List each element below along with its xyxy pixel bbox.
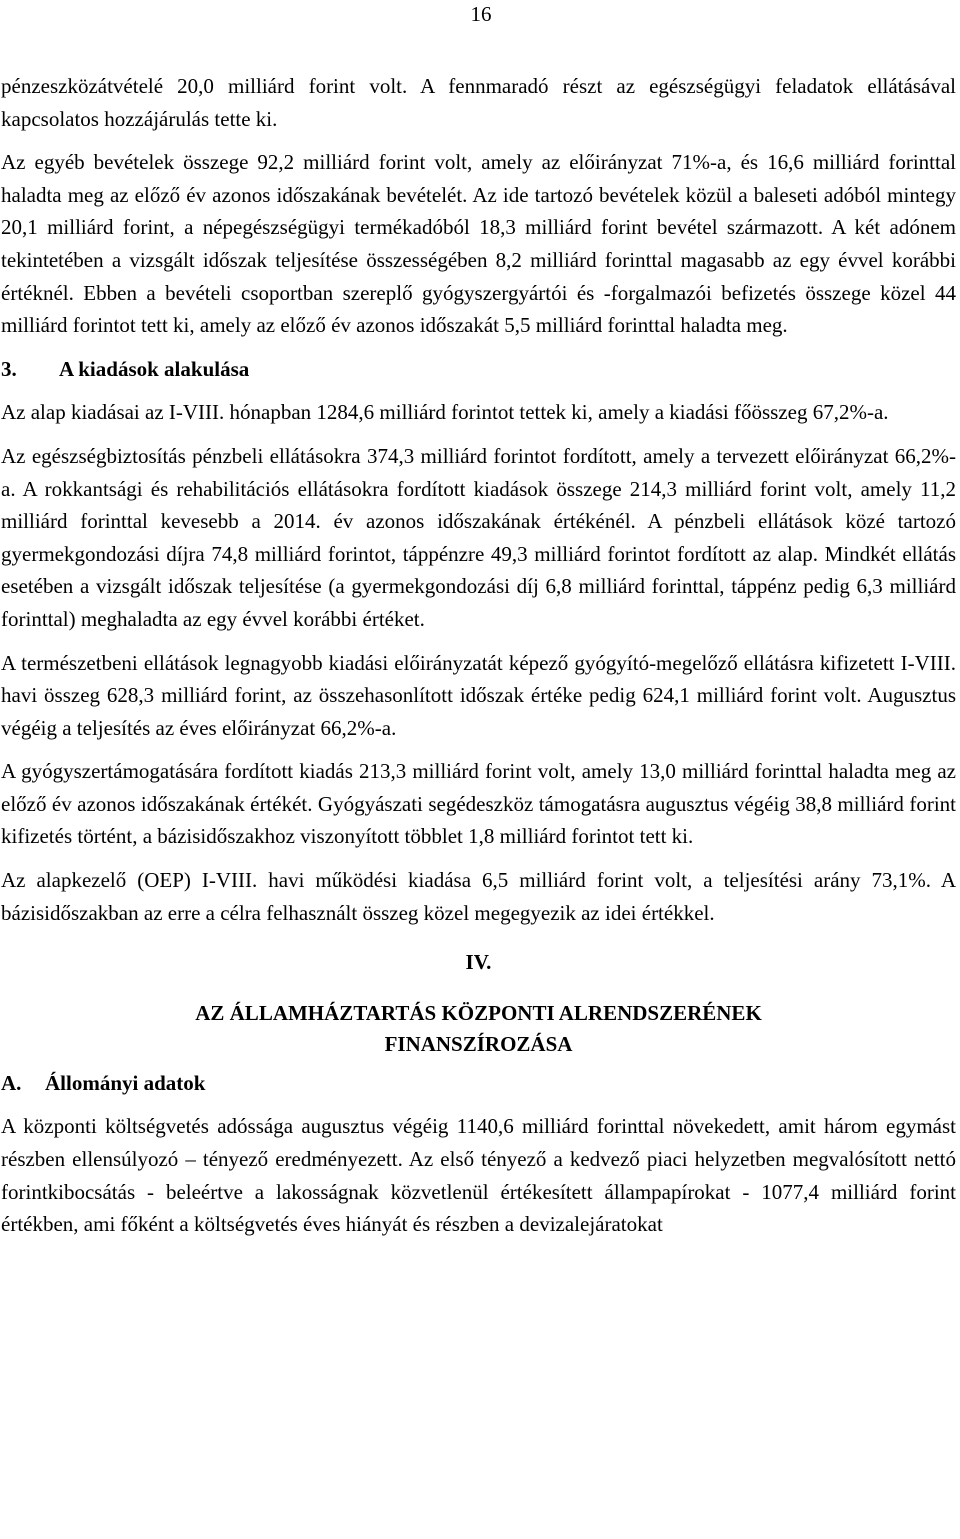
paragraph: A központi költségvetés adóssága augusztus végéig 1140,6 milliárd forinttal növekedett, amit három egymást részben ellensúlyozó – tényező eredményezett. Az első tényező a kedvező piaci helyzetben megvalósított nettó forintkibocsátás - beleértve a lakosságnak közvetlenül értékesített állampapírokat - 1077,4 milliárd forint értékben, ami főként a költségvetés éves hiányát és részben a devizalejáratokat xyxy=(1,1114,956,1237)
page-number: 16 xyxy=(470,2,492,26)
paragraph: Az egyéb bevételek összege 92,2 milliárd forint volt, amely az előirányzat 71%-a, és 16,6 milliárd forinttal haladta meg az előző év azonos időszakának bevételét. Az ide tartozó bevételek közül a baleseti adóból mintegy 20,1 milliárd forint, a népegészségügyi termékadóból 18,3 milliárd forint bevétel származott. A két adónem tekintetében a vizsgált időszak teljesítése összességében 8,2 milliárd forinttal magasabb az egy évvel korábbi értéknél. Ebben a bevételi csoportban szereplő gyógyszergyártói és -forgalmazói befizetés összege közel 44 milliárd forintot tett ki, amely az előző év azonos időszakát 5,5 milliárd forinttal haladta meg. xyxy=(1,150,956,338)
section-number: 3. xyxy=(1,356,17,381)
paragraph: A gyógyszertámogatására fordított kiadás 213,3 milliárd forint volt, amely 13,0 milliárd forinttal haladta meg az előző év azonos időszakának értékét. Gyógyászati segédeszköz támogatásra augusztus végéig 38,8 milliárd forint kifizetés történt, a bázisidőszakhoz viszonyított többlet 1,8 milliárd forintot tett ki. xyxy=(1,759,956,849)
paragraph: Az alap kiadásai az I-VIII. hónapban 1284,6 milliárd forintot tettek ki, amely a kiadási főösszeg 67,2%-a. xyxy=(1,400,889,425)
chapter-title xyxy=(1,998,956,1060)
subsection-letter: A. xyxy=(1,1070,22,1095)
paragraph: A természetbeni ellátások legnagyobb kiadási előirányzatát képező gyógyító-megelőző ellátásra kifizetett I-VIII. havi összeg 628,3 milliárd forint, az összehasonlított időszak értéke pedig 624,1 milliárd forint volt. Augusztus végéig a teljesítés az éves előirányzat 66,2%-a. xyxy=(1,650,956,740)
section-title: A kiadások alakulása xyxy=(59,356,250,381)
chapter-title-line-2: FINANSZÍROZÁSA xyxy=(384,1031,573,1056)
paragraph: Az egészségbiztosítás pénzbeli ellátásokra 374,3 milliárd forintot fordított, amely a tervezett előirányzat 66,2%-a. A rokkantsági és rehabilitációs ellátásokra fordított kiadások összege 214,3 milliárd forint volt, amely 11,2 milliárd forinttal kevesebb a 2014. év azonos időszakának értékénél. A pénzbeli ellátások közé tartozó gyermekgondozási díjra 74,8 milliárd forintot, táppénzre 49,3 milliárd forintot fordított az alap. Mindkét ellátás esetében a vizsgált időszak teljesítése (a gyermekgondozási díj 6,8 milliárd forinttal, táppénz pedig 6,3 milliárd forinttal) meghaladta az egy évvel korábbi értéket. xyxy=(1,443,956,631)
subsection-title: Állományi adatok xyxy=(45,1070,206,1095)
subsection-heading-a xyxy=(1,1067,956,1100)
paragraph: pénzeszközátvételé 20,0 milliárd forint volt. A fennmaradó részt az egészségügyi feladatok ellátásával kapcsolatos hozzájárulás tette ki. xyxy=(1,74,956,131)
chapter-title-line-1: AZ ÁLLAMHÁZTARTÁS KÖZPONTI ALRENDSZERÉNEK xyxy=(195,1000,762,1025)
chapter-number: IV. xyxy=(465,950,492,975)
page-content xyxy=(1,70,956,1252)
section-heading-3 xyxy=(1,353,956,386)
paragraph: Az alapkezelő (OEP) I-VIII. havi működési kiadása 6,5 milliárd forint volt, a teljesítési arány 73,1%. A bázisidőszakban az erre a célra felhasznált összeg közel megegyezik az idei értékkel. xyxy=(1,868,956,925)
